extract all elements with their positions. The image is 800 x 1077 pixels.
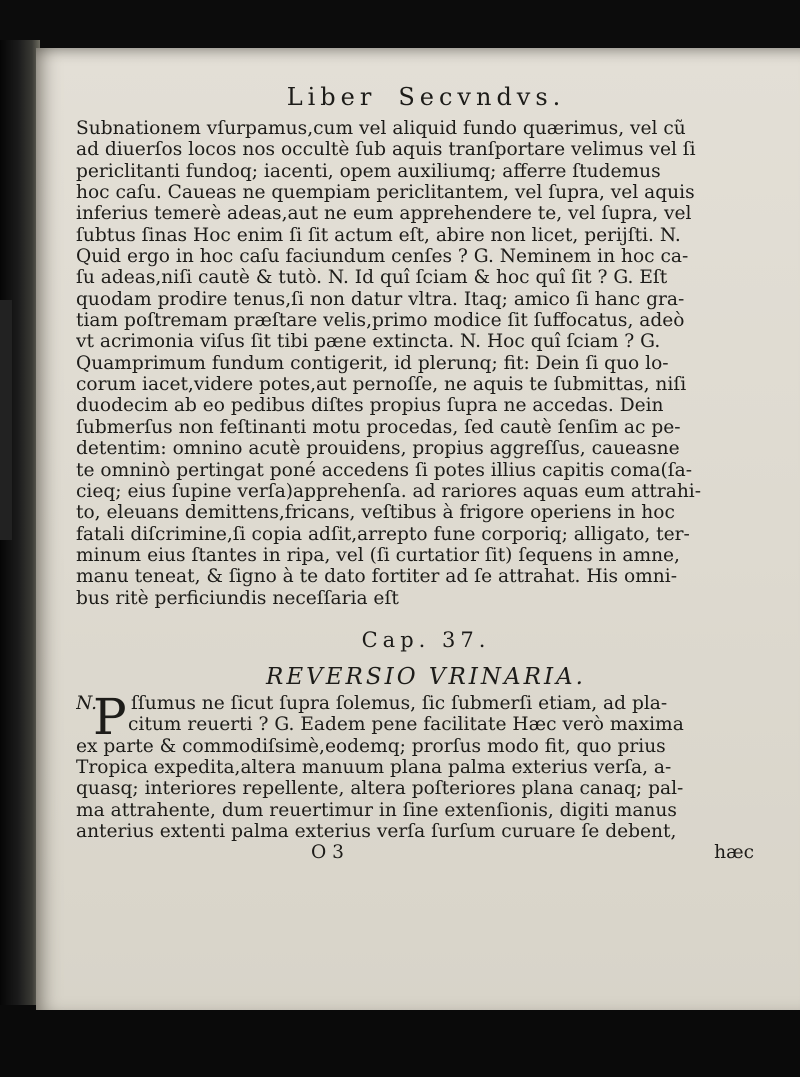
text-line: te omninò pertingat poné accedens ſi potes illius capitis coma(ſa- bbox=[76, 459, 693, 481]
page-footer bbox=[76, 842, 776, 864]
text-line: periclitanti fundoq; iacenti, opem auxiliumq; afferre ſtudemus bbox=[76, 160, 661, 182]
text-line: manu teneat, & ſigno à te dato fortiter ad ſe attrahat. His omni- bbox=[76, 566, 677, 588]
text-line: to, eleuans demittens,fricans, veſtibus à frigore operiens in hoc bbox=[76, 502, 675, 524]
running-head-liber: Liber bbox=[286, 83, 377, 111]
text-line: ad diuerſos locos nos occultè ſub aquis tranſportare velimus vel ſi bbox=[76, 139, 696, 161]
text-line: fatali diſcrimine,ſi copia adſit,arrepto fune corporiq; alligato, ter- bbox=[76, 523, 690, 545]
text-line: quodam prodire tenus,ſi non datur vltra. Itaq; amico ſi hanc gra- bbox=[76, 288, 685, 310]
text-line: Tropica expedita,altera manuum plana palma exterius verſa, a- bbox=[76, 756, 672, 778]
text-line: corum iacet,videre potes,aut pernoſſe, ne aquis te ſubmittas, niſi bbox=[76, 374, 687, 396]
text-line: vt acrimonia viſus ſit tibi pæne extincta. N. Hoc quî ſciam ? G. bbox=[76, 331, 661, 353]
scan-left-shadow bbox=[0, 300, 12, 540]
text-line: ſubtus ſinas Hoc enim ſi ſit actum eſt, abire non licet, perijſti. N. bbox=[76, 224, 681, 246]
paragraph-reversio bbox=[76, 687, 776, 842]
text-line: anterius extenti palma exterius verſa ſurſum curuare ſe debent, bbox=[76, 820, 677, 842]
text-line: ma attrahente, dum reuertimur in ſine extenſionis, digiti manus bbox=[76, 799, 677, 821]
text-line: ex parte & commodiſsimè,eodemq; prorſus modo fit, quo prius bbox=[76, 735, 666, 757]
text-line: duodecim ab eo pedibus diſtes propius ſupra ne accedas. Dein bbox=[76, 395, 664, 417]
text-line: quasq; interiores repellente, altera poſteriores plana canaq; pal- bbox=[76, 778, 684, 800]
text-line: detentim: omnino acutè prouidens, propius aggreſſus, caueasne bbox=[76, 438, 680, 460]
text-line-content: ſſumus ne ſicut ſupra ſolemus, ſic ſubmerſi etiam, ad pla- bbox=[131, 692, 668, 714]
chapter-heading: Cap. 37. bbox=[361, 627, 491, 652]
paragraph-reversio-body bbox=[76, 736, 776, 843]
text-line: ſubmerſus non feſtinanti motu procedas, ſed cautè ſenſim ac pe- bbox=[76, 416, 681, 438]
scan-bottom-border bbox=[0, 1005, 800, 1077]
running-head bbox=[76, 82, 776, 112]
text-line: tiam poſtremam præſtare velis,primo modice ſit ſuffocatus, adeò bbox=[76, 310, 685, 332]
running-head-secundus: Secvndvs. bbox=[398, 83, 566, 111]
text-line: inferius temerè adeas,aut ne eum apprehendere te, vel ſupra, vel bbox=[76, 203, 692, 225]
book-page bbox=[36, 48, 800, 1010]
text-line: ſu adeas,niſi cautè & tutò. N. Id quî ſciam & hoc quî ſit ? G. Eſt bbox=[76, 267, 668, 289]
text-line: Quid ergo in hoc caſu faciundum cenſes ? G. Neminem in hoc ca- bbox=[76, 246, 689, 268]
scan-left-border bbox=[0, 40, 40, 1077]
text-line: hoc caſu. Caueas ne quempiam periclitantem, vel ſupra, vel aquis bbox=[76, 182, 695, 204]
page-content bbox=[76, 74, 776, 864]
text-line: Subnationem vſurpamus,cum vel aliquid fundo quærimus, vel cũ bbox=[76, 118, 686, 139]
paragraph-subnatio bbox=[76, 118, 776, 609]
catchword: hæc bbox=[714, 842, 754, 864]
speaker-label: N. bbox=[76, 692, 97, 714]
text-line: bus ritè perficiundis neceſſaria eſt bbox=[76, 587, 399, 609]
text-line: cieq; eius ſupine verſa)apprehenſa. ad rariores aquas eum attrahi- bbox=[76, 480, 702, 502]
signature-mark: O 3 bbox=[311, 842, 344, 864]
text-line: citum reuerti ? G. Eadem pene facilitate Hæc verò maxima bbox=[128, 714, 684, 736]
text-line: Quamprimum fundum contigerit, id plerunq; fit: Dein ſi quo lo- bbox=[76, 352, 669, 374]
text-line bbox=[76, 693, 776, 714]
drop-capital: P bbox=[93, 687, 127, 746]
text-line: minum eius ſtantes in ripa, vel (ſi curtatior ſit) ſequens in amne, bbox=[76, 544, 680, 566]
chapter-title: REVERSIO VRINARIA. bbox=[266, 663, 586, 690]
